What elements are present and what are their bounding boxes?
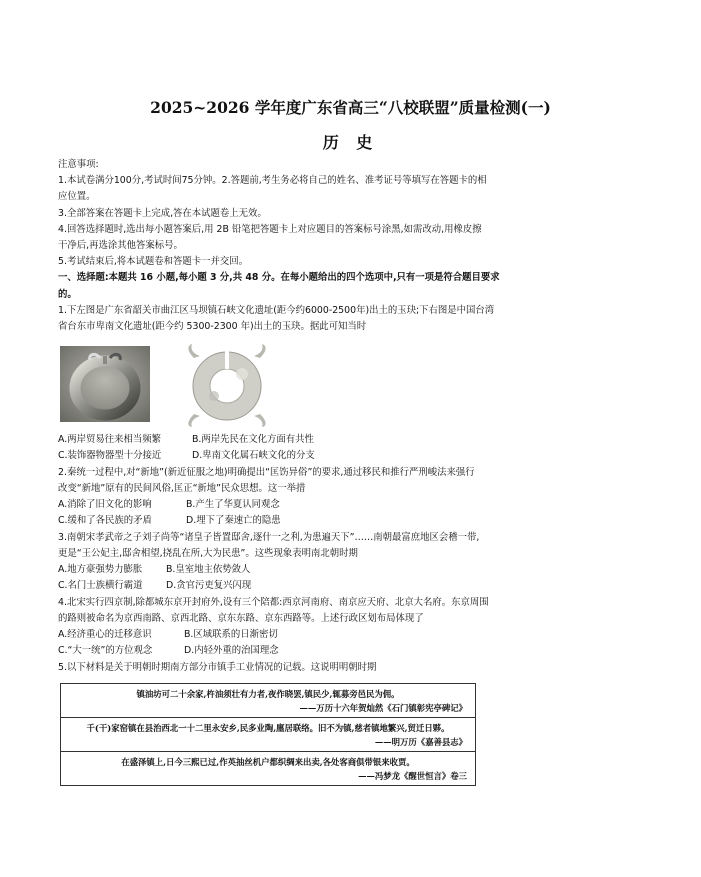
notes-line-1: 1.本试卷满分100分,考试时间75分钟。2.答题前,考生务必将自己的姓名、准考证号等填写在答题卡的相 xyxy=(58,175,487,186)
q4-option-c[interactable]: C.“大一统”的方位观念 xyxy=(58,645,153,656)
subject-title: 历 史 xyxy=(322,133,379,152)
q1-option-a[interactable]: A.两岸贸易往来相当频繁 xyxy=(58,434,161,445)
q3-option-c[interactable]: C.名门士族横行霸道 xyxy=(58,580,143,591)
source-cell xyxy=(61,718,476,752)
source-row xyxy=(61,718,476,752)
q4-stem-line-2: 的路则被命名为京西南路、京西北路、京东东路、京东西路等。上述行政区划布局体现了 xyxy=(58,613,424,624)
exam-title: 2025~2026 学年度广东省高三“八校联盟”质量检测(一) xyxy=(150,98,551,117)
jade-jue-right-svg xyxy=(180,340,275,428)
q5-source-table xyxy=(60,683,476,786)
source-citation: ——明万历《嘉善县志》 xyxy=(374,737,467,747)
q2-option-b[interactable]: B.产生了华夏认同观念 xyxy=(186,499,280,510)
q2-option-d[interactable]: D.埋下了秦速亡的隐患 xyxy=(186,515,281,526)
source-text: 镇油坊可二十余家,杵油须壮有力者,夜作晓罢,镇民少,辄募旁邑民为佣。 xyxy=(136,689,400,699)
source-citation: ——万历十六年贺灿然《石门镇彰宪亭碑记》 xyxy=(299,703,467,713)
q5-stem-line-1: 5.以下材料是关于明朝时期南方部分市镇手工业情况的记载。这说明明朝时期 xyxy=(58,662,377,673)
q3-stem-line-2: 更是“王公妃主,邸舍相望,挠乱在所,大为民患”。这些现象表明南北朝时期 xyxy=(58,548,358,559)
section-heading-line-1: 一、选择题:本题共 16 小题,每小题 3 分,共 48 分。在每小题给出的四个选项中,只有一项是符合题目要求 xyxy=(58,272,500,283)
q4-option-b[interactable]: B.区域联系的日渐密切 xyxy=(184,629,278,640)
source-cell xyxy=(61,752,476,786)
source-row xyxy=(61,752,476,786)
jade-jue-left-svg xyxy=(60,346,150,422)
q3-option-d[interactable]: D.贪官污吏复兴闪现 xyxy=(166,580,252,591)
q2-option-c[interactable]: C.缓和了各民族的矛盾 xyxy=(58,515,152,526)
q3-option-a[interactable]: A.地方豪强势力膨胀 xyxy=(58,564,143,575)
notes-heading: 注意事项: xyxy=(58,159,99,170)
photo-jade-jue-shixia xyxy=(60,346,150,422)
notes-line-5: 干净后,再选涂其他答案标号。 xyxy=(58,240,183,251)
q4-stem-line-1: 4.北宋实行四京制,除都城东京开封府外,设有三个陪都:西京河南府、南京应天府、北京大名府。东京周围 xyxy=(58,597,489,608)
q1-stem-line-1: 1.下左图是广东省韶关市曲江区马坝镇石峡文化遗址(距今约6000-2500年)出土的玉玦;下右图是中国台湾 xyxy=(58,305,495,316)
section-heading-line-2: 的。 xyxy=(58,289,77,300)
q2-option-a[interactable]: A.消除了旧文化的影响 xyxy=(58,499,152,510)
source-text: 千(干)家窑镇在县治西北一十二里永安乡,民多业陶,廛居联络。旧不为镇,慈者镇地繁兴,贸迁日夥。 xyxy=(86,723,450,733)
notes-line-6: 5.考试结束后,将本试题卷和答题卡一并交回。 xyxy=(58,256,249,267)
q2-stem-line-2: 改变“新地”原有的民间风俗,匡正“新地”民众思想。这一举措 xyxy=(58,483,306,494)
notes-line-4: 4.回答选择题时,选出每小题答案后,用 2B 铅笔把答题卡上对应题目的答案标号涂黑,如需改动,用橡皮擦 xyxy=(58,224,482,235)
q4-option-d[interactable]: D.内轻外重的治国理念 xyxy=(184,645,279,656)
q1-option-d[interactable]: D.卑南文化属石峡文化的分支 xyxy=(192,450,315,461)
q1-stem-line-2: 省台东市卑南文化遗址(距今约 5300-2300 年)出土的玉玦。据此可知当时 xyxy=(58,321,367,332)
q4-option-a[interactable]: A.经济重心的迁移意识 xyxy=(58,629,152,640)
source-citation: ——冯梦龙《醒世恒言》卷三 xyxy=(358,771,467,781)
photo-jade-jue-beinan xyxy=(180,340,275,428)
notes-line-3: 3.全部答案在答题卡上完成,答在本试题卷上无效。 xyxy=(58,208,267,219)
source-cell xyxy=(61,684,476,718)
q1-option-c[interactable]: C.装饰器物器型十分接近 xyxy=(58,450,162,461)
q2-stem-line-1: 2.秦统一过程中,对“新地”(新近征服之地)明确提出“匡饬异俗”的要求,通过移民和推行严刑峻法来强行 xyxy=(58,467,475,478)
q3-option-b[interactable]: B.皇室地主依势敛人 xyxy=(166,564,251,575)
source-text: 在盛泽镇上,日今三熙已过,作英抽丝机户都织绸来出卖,各处客商俱带银来收贾。 xyxy=(121,757,415,767)
notes-line-2: 应位置。 xyxy=(58,191,96,202)
source-row xyxy=(61,684,476,718)
q1-option-b[interactable]: B.两岸先民在文化方面有共性 xyxy=(192,434,314,445)
q3-stem-line-1: 3.南朝宋孝武帝之子刘子尚等“诸皇子皆置邸舍,逐什一之利,为患遍天下”……南朝最富庶地区会稽一带, xyxy=(58,532,480,543)
